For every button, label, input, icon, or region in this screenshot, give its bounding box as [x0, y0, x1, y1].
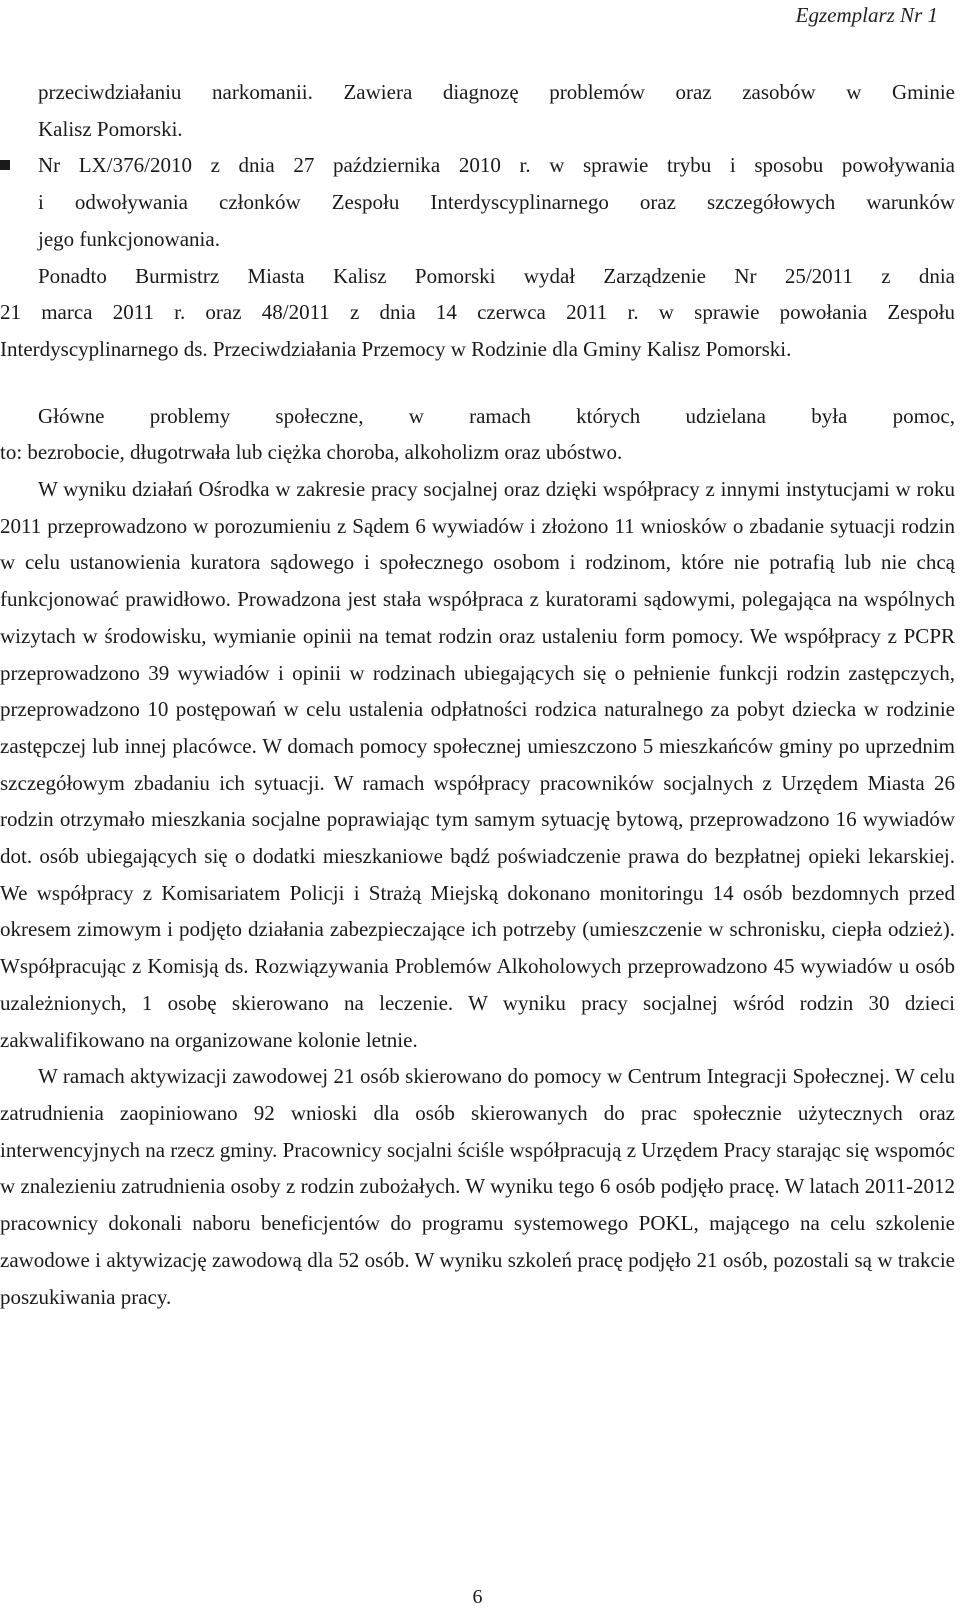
paragraph-social-work-cooperation: W wyniku działań Ośrodka w zakresie pracy socjalnej oraz dzięki współpracy z innymi instytucjami w roku 2011 przeprowadzono w porozumieniu z Sądem 6 wywiadów i złożono 11 wniosków o zbadanie sytuacji rodzin w celu ustanowienia kuratora sądowego i społecznego osobom i rodzinom, które nie potrafią lub nie chcą funkcjonować prawidłowo. Prowadzona jest stała współpraca z kuratorami sądowymi, polegająca na wspólnych wizytach w środowisku, wymianie opinii na temat rodzin oraz ustaleniu form pomocy. We współpracy z PCPR przeprowadzono 39 wywiadów i opinii w rodzinach ubiegających się o pełnienie funkcji rodzin zastępczych, przeprowadzono 10 postępowań w celu ustalenia odpłatności rodzica naturalnego za pobyt dziecka w rodzinie zastępczej lub innej placówce. W domach pomocy społecznej umieszczono 5 mieszkańców gminy po uprzednim szczegółowym zbadaniu ich sytuacji. W ramach współpracy pracowników socjalnych z Urzędem Miasta 26 rodzin otrzymało mieszkania socjalne poprawiając tym samym sytuację bytową, przeprowadzono 16 wywiadów dot. osób ubiegających się o dodatki mieszkaniowe bądź poświadczenie prawa do bezpłatnej opieki lekarskiej. We współpracy z Komisariatem Policji i Strażą Miejską dokonano monitoringu 14 osób bezdomnych przed okresem zimowym i podjęto działania zabezpieczające ich potrzeby (umieszczenie w schronisku, ciepła odzież). Współpracując z Komisją ds. Rozwiązywania Problemów Alkoholowych przeprowadzono 45 wywiadów u osób uzależnionych, 1 osobę skierowano na leczenie. W wyniku pracy socjalnej wśród rodzin 30 dzieci zakwalifikowano na organizowane kolonie letnie.: [0, 477, 955, 1052]
text-line: Ponadto Burmistrz Miasta Kalisz Pomorski wydał Zarządzenie Nr 25/2011 z dnia: [38, 263, 955, 288]
text-line: przeciwdziałaniu narkomanii. Zawiera diagnozę problemów oraz zasobów w Gminie: [38, 80, 955, 104]
paragraph-mayor-decree: [0, 294, 955, 367]
paragraph-mayor-decree-first-line: [0, 258, 955, 295]
text-line: to: bezrobocie, długotrwała lub ciężka choroba, alkoholizm oraz ubóstwo.: [0, 440, 623, 465]
copy-number-header: Egzemplarz Nr 1: [795, 3, 938, 27]
square-bullet-icon: [0, 160, 10, 170]
text-line: i odwoływania członków Zespołu Interdyscyplinarnego oraz szczegółowych warunków: [38, 190, 955, 215]
text-line: jego funkcjonowania.: [38, 226, 220, 251]
document-body: [0, 74, 955, 1315]
paragraph-professional-activation: W ramach aktywizacji zawodowej 21 osób skierowano do pomocy w Centrum Integracji Społecznej. W celu zatrudnienia zaopiniowano 92 wnioski dla osób skierowanych do prac społecznie użytecznych oraz interwencyjnych na rzecz gminy. Pracownicy socjalni ściśle współpracują z Urzędem Pracy starając się wspomóc w znalezieniu zatrudnienia osoby z rodzin zubożałych. W wyniku tego 6 osób podjęło pracę. W latach 2011-2012 pracownicy dokonali naboru beneficjentów do programu systemowego POKL, mającego na celu szkolenie zawodowe i aktywizację zawodową dla 52 osób. W wyniku szkoleń pracę podjęło 21 osób, pozostali są w trakcie poszukiwania pracy.: [0, 1064, 955, 1309]
text-line: Interdyscyplinarnego ds. Przeciwdziałania Przemocy w Rodzinie dla Gminy Kalisz Pomorski.: [0, 336, 792, 361]
text-line: Główne problemy społeczne, w ramach których udzielana była pomoc,: [38, 403, 955, 428]
page-number: 6: [472, 1586, 483, 1608]
bullet-item-resolution-lx: [0, 147, 955, 257]
paragraph-spacer: [0, 368, 955, 398]
text-line: 21 marca 2011 r. oraz 48/2011 z dnia 14 czerwca 2011 r. w sprawie powołania Zespołu: [0, 300, 955, 325]
paragraph-resolution-summary: [0, 74, 955, 147]
text-line: Kalisz Pomorski.: [38, 116, 183, 141]
text-line: Nr LX/376/2010 z dnia 27 października 2010 r. w sprawie trybu i sposobu powoływania: [38, 153, 955, 178]
paragraph-main-problems: [0, 398, 955, 471]
